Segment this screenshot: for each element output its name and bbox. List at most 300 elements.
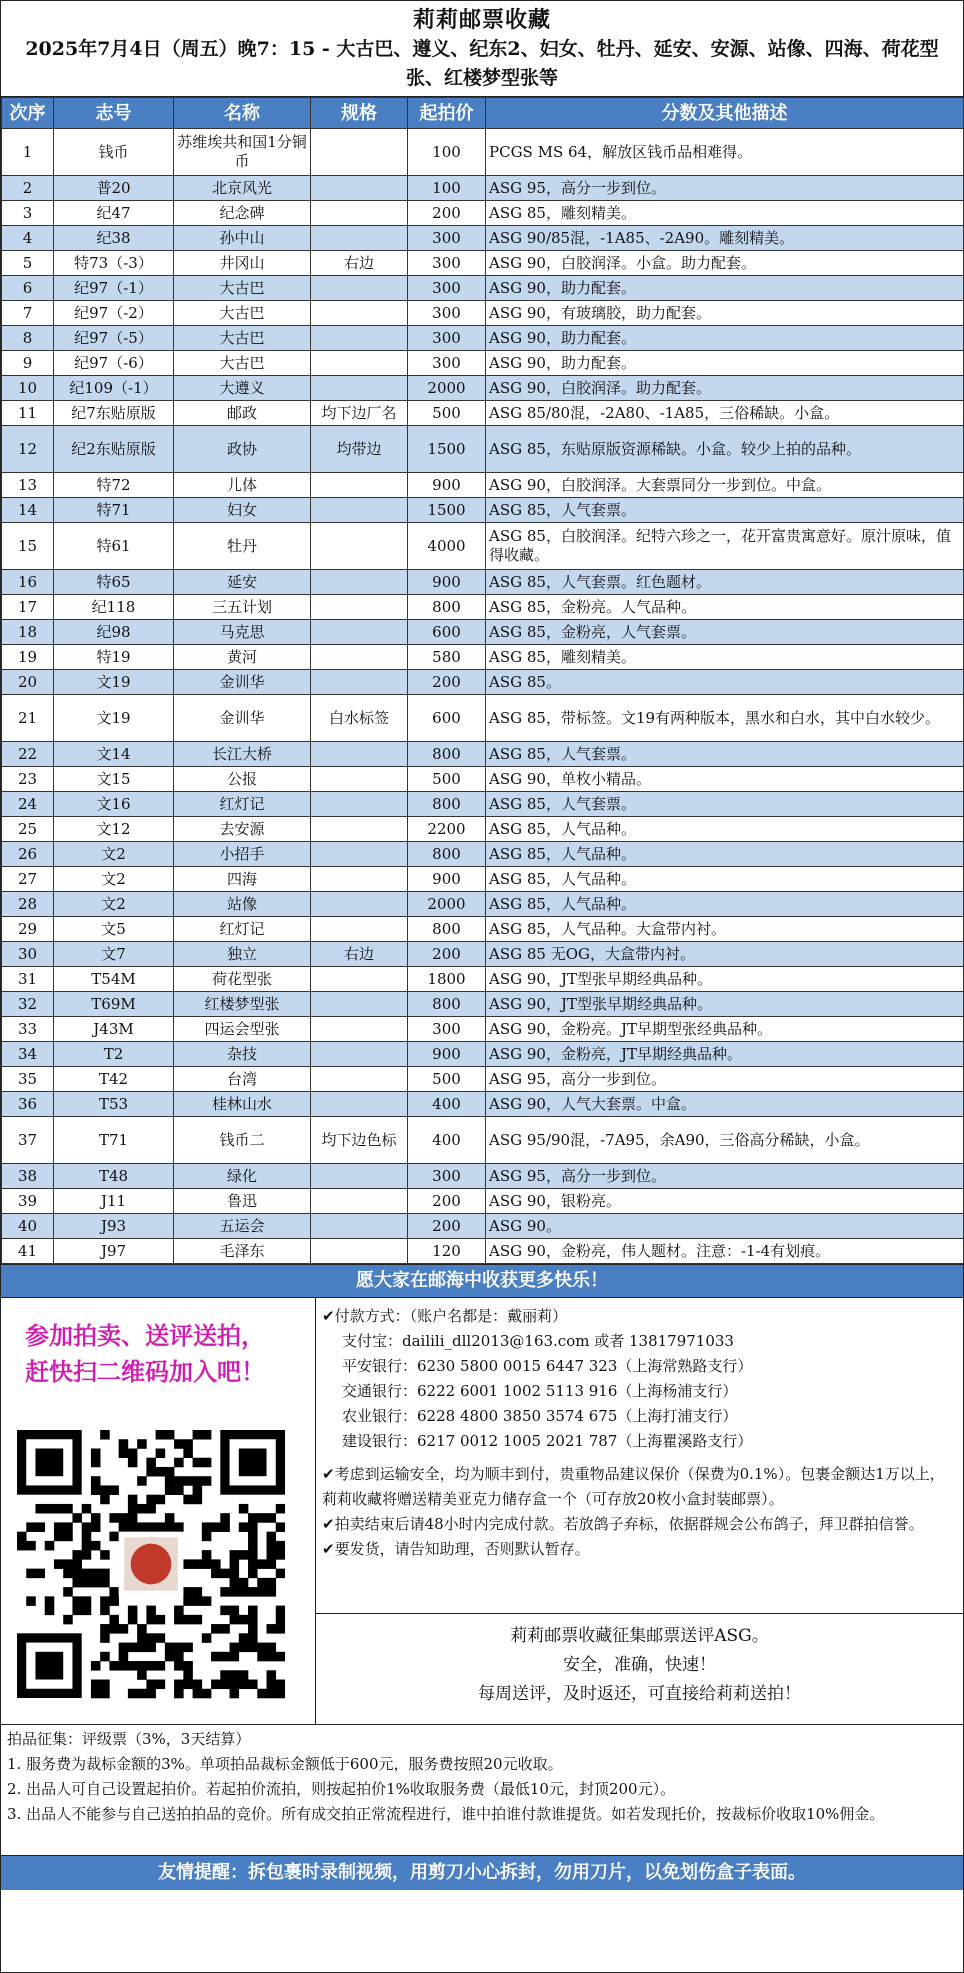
cell-spec <box>311 767 408 792</box>
cell-desc: ASG 85/80混，-2A80、-1A85，三俗稀缺。小盒。 <box>486 401 964 426</box>
cell-price: 1500 <box>408 498 486 523</box>
cell-code: 纪97（-6） <box>54 351 174 376</box>
col-header-desc: 分数及其他描述 <box>486 98 964 129</box>
cell-spec <box>311 1164 408 1189</box>
table-row <box>2 817 964 842</box>
cell-name: 毛泽东 <box>174 1239 311 1264</box>
cell-name: 独立 <box>174 942 311 967</box>
cell-code: 纪98 <box>54 620 174 645</box>
cell-desc: ASG 95，高分一步到位。 <box>486 176 964 201</box>
table-row <box>2 201 964 226</box>
cell-name: 长江大桥 <box>174 742 311 767</box>
table-row <box>2 523 964 570</box>
cell-desc: ASG 85，人气品种。 <box>486 842 964 867</box>
cell-spec <box>311 201 408 226</box>
cell-desc: ASG 85，东贴原版资源稀缺。小盒。较少上拍的品种。 <box>486 426 964 473</box>
cell-price: 900 <box>408 570 486 595</box>
cell-name: 荷花型张 <box>174 967 311 992</box>
table-row <box>2 426 964 473</box>
cell-name: 台湾 <box>174 1067 311 1092</box>
cell-code: 纪109（-1） <box>54 376 174 401</box>
cell-name: 红灯记 <box>174 792 311 817</box>
table-row <box>2 1017 964 1042</box>
cell-spec <box>311 301 408 326</box>
cell-price: 900 <box>408 1042 486 1067</box>
cell-name: 黄河 <box>174 645 311 670</box>
cell-spec: 白水标签 <box>311 695 408 742</box>
cell-order: 37 <box>2 1117 54 1164</box>
table-row <box>2 867 964 892</box>
cell-order: 21 <box>2 695 54 742</box>
cell-price: 300 <box>408 251 486 276</box>
cell-name: 站像 <box>174 892 311 917</box>
cell-price: 800 <box>408 992 486 1017</box>
cell-name: 公报 <box>174 767 311 792</box>
table-row <box>2 570 964 595</box>
table-row <box>2 129 964 176</box>
cell-desc: ASG 90，银粉亮。 <box>486 1189 964 1214</box>
cell-price: 500 <box>408 767 486 792</box>
fee-rules <box>1 1725 963 1856</box>
table-row <box>2 892 964 917</box>
cell-order: 3 <box>2 201 54 226</box>
cell-price: 2000 <box>408 376 486 401</box>
ad-line-2: 安全，准确，快速！ <box>563 1655 716 1675</box>
payment-info <box>316 1298 963 1614</box>
cell-code: 文19 <box>54 670 174 695</box>
cell-spec <box>311 570 408 595</box>
table-row <box>2 176 964 201</box>
cell-code: 特65 <box>54 570 174 595</box>
cell-price: 400 <box>408 1092 486 1117</box>
bank-item: 农业银行：6228 4800 3850 3574 675（上海打浦支行） <box>342 1407 738 1425</box>
cell-order: 17 <box>2 595 54 620</box>
cell-spec <box>311 351 408 376</box>
cell-code: J43M <box>54 1017 174 1042</box>
cell-code: 文19 <box>54 695 174 742</box>
payment-title: 付款方式：（账户名都是：戴丽莉） <box>334 1307 568 1325</box>
cell-spec <box>311 326 408 351</box>
cell-desc: ASG 85，人气套票。红色题材。 <box>486 570 964 595</box>
cell-code: 文16 <box>54 792 174 817</box>
cell-name: 政协 <box>174 426 311 473</box>
cell-price: 800 <box>408 842 486 867</box>
cell-spec <box>311 867 408 892</box>
table-row <box>2 767 964 792</box>
cell-price: 300 <box>408 326 486 351</box>
cell-price: 1500 <box>408 426 486 473</box>
cell-order: 34 <box>2 1042 54 1067</box>
cell-order: 10 <box>2 376 54 401</box>
cell-order: 33 <box>2 1017 54 1042</box>
cell-code: 文2 <box>54 842 174 867</box>
cell-order: 26 <box>2 842 54 867</box>
cell-price: 200 <box>408 670 486 695</box>
cell-desc: ASG 90，助力配套。 <box>486 326 964 351</box>
table-row <box>2 1067 964 1092</box>
cell-price: 120 <box>408 1239 486 1264</box>
join-panel <box>1 1298 316 1724</box>
cell-order: 41 <box>2 1239 54 1264</box>
check-icon: ✔ <box>322 1515 335 1533</box>
cell-desc: ASG 85，人气套票。 <box>486 792 964 817</box>
cell-spec <box>311 1017 408 1042</box>
cell-name: 三五计划 <box>174 595 311 620</box>
cell-spec <box>311 817 408 842</box>
table-row <box>2 695 964 742</box>
banner: 愿大家在邮海中收获更多快乐！ <box>1 1264 963 1298</box>
cell-desc: ASG 90/85混，-1A85、-2A90。雕刻精美。 <box>486 226 964 251</box>
cell-price: 100 <box>408 176 486 201</box>
footer-reminder: 友情提醒：拆包裹时录制视频，用剪刀小心拆封，勿用刀片，以免划伤盒子表面。 <box>1 1856 963 1890</box>
col-header-code: 志号 <box>54 98 174 129</box>
cell-code: 纪38 <box>54 226 174 251</box>
table-row <box>2 226 964 251</box>
cell-spec <box>311 992 408 1017</box>
cell-price: 200 <box>408 1214 486 1239</box>
cell-spec: 右边 <box>311 942 408 967</box>
cell-spec <box>311 1092 408 1117</box>
note-item: 拍卖结束后请48小时内完成付款。若放鸽子弃标，依据群规会公布鸽子，拜卫群拍信誉。 <box>334 1515 924 1533</box>
cell-price: 500 <box>408 401 486 426</box>
cell-price: 800 <box>408 792 486 817</box>
table-row <box>2 251 964 276</box>
cell-name: 延安 <box>174 570 311 595</box>
alipay: 支付宝：dailili_dll2013@163.com 或者 13817971033 <box>342 1332 734 1350</box>
cell-order: 14 <box>2 498 54 523</box>
cell-spec <box>311 842 408 867</box>
cell-desc: ASG 95，高分一步到位。 <box>486 1164 964 1189</box>
cell-name: 小招手 <box>174 842 311 867</box>
cell-desc: ASG 95/90混，-7A95，余A90，三俗高分稀缺，小盒。 <box>486 1117 964 1164</box>
cell-desc: ASG 85，人气品种。 <box>486 867 964 892</box>
cell-desc: ASG 85，带标签。文19有两种版本，黑水和白水，其中白水较少。 <box>486 695 964 742</box>
cell-desc: ASG 85，人气品种。 <box>486 817 964 842</box>
cell-name: 大古巴 <box>174 351 311 376</box>
cell-name: 妇女 <box>174 498 311 523</box>
cell-order: 18 <box>2 620 54 645</box>
page-subtitle: 2025年7月4日（周五）晚7：15 - 大古巴、遵义、纪东2、妇女、牡丹、延安、安源、站像、四海、荷花型张、红楼梦型张等 <box>25 38 939 89</box>
cell-code: 特61 <box>54 523 174 570</box>
cell-desc: ASG 90，金粉亮。JT早期型张经典品种。 <box>486 1017 964 1042</box>
cell-spec <box>311 226 408 251</box>
cell-code: 纪2东贴原版 <box>54 426 174 473</box>
cell-order: 27 <box>2 867 54 892</box>
cell-price: 300 <box>408 1164 486 1189</box>
cell-code: T48 <box>54 1164 174 1189</box>
cell-code: J93 <box>54 1214 174 1239</box>
join-line-1: 参加拍卖、送评送拍， <box>25 1321 265 1350</box>
cell-name: 儿体 <box>174 473 311 498</box>
cell-spec <box>311 1189 408 1214</box>
cell-desc: ASG 90，金粉亮，JT早期经典品种。 <box>486 1042 964 1067</box>
cell-code: 文15 <box>54 767 174 792</box>
col-header-price: 起拍价 <box>408 98 486 129</box>
cell-desc: ASG 95，高分一步到位。 <box>486 1067 964 1092</box>
cell-name: 钱币二 <box>174 1117 311 1164</box>
bank-item: 建设银行：6217 0012 1005 2021 787（上海瞿溪路支行） <box>342 1432 753 1450</box>
cell-desc: ASG 85，人气品种。 <box>486 892 964 917</box>
cell-order: 15 <box>2 523 54 570</box>
cell-code: 特72 <box>54 473 174 498</box>
cell-spec <box>311 498 408 523</box>
header <box>1 1 963 97</box>
cell-name: 四海 <box>174 867 311 892</box>
cell-order: 9 <box>2 351 54 376</box>
page-title: 莉莉邮票收藏 <box>412 7 551 33</box>
col-header-name: 名称 <box>174 98 311 129</box>
table-row <box>2 1189 964 1214</box>
table-row <box>2 595 964 620</box>
note-item: 考虑到运输安全，均为顺丰到付，贵重物品建议保价（保费为0.1%）。包裹金额达1万以上，莉莉收藏将赠送精美亚克力储存盒一个（可存放20枚小盒封装邮票）。 <box>322 1465 945 1508</box>
cell-price: 800 <box>408 595 486 620</box>
check-icon: ✔ <box>322 1307 335 1325</box>
cell-spec <box>311 1214 408 1239</box>
cell-desc: ASG 90，JT型张早期经典品种。 <box>486 992 964 1017</box>
cell-spec <box>311 917 408 942</box>
cell-price: 800 <box>408 917 486 942</box>
cell-code: 文7 <box>54 942 174 967</box>
cell-code: 普20 <box>54 176 174 201</box>
cell-code: T2 <box>54 1042 174 1067</box>
cell-desc: ASG 85。 <box>486 670 964 695</box>
cell-code: T69M <box>54 992 174 1017</box>
cell-code: 特73（-3） <box>54 251 174 276</box>
cell-desc: ASG 90，白胶润泽。大套票同分一步到位。中盒。 <box>486 473 964 498</box>
cell-code: 文14 <box>54 742 174 767</box>
fee-item: 1. 服务费为裁标金额的3%。单项拍品裁标金额低于600元，服务费按照20元收取。 <box>7 1755 563 1773</box>
cell-desc: ASG 85，雕刻精美。 <box>486 201 964 226</box>
cell-code: 纪118 <box>54 595 174 620</box>
cell-spec: 均下边厂名 <box>311 401 408 426</box>
cell-name: 大古巴 <box>174 301 311 326</box>
cell-spec: 均带边 <box>311 426 408 473</box>
cell-spec <box>311 670 408 695</box>
ad-line-3: 每周送评，及时返还，可直接给莉莉送拍！ <box>478 1684 801 1704</box>
table-row <box>2 1214 964 1239</box>
cell-desc: ASG 85，人气品种。大盒带内衬。 <box>486 917 964 942</box>
table-row <box>2 1164 964 1189</box>
cell-name: 五运会 <box>174 1214 311 1239</box>
cell-order: 28 <box>2 892 54 917</box>
table-row <box>2 620 964 645</box>
table-row <box>2 670 964 695</box>
cell-code: J97 <box>54 1239 174 1264</box>
cell-name: 牡丹 <box>174 523 311 570</box>
cell-desc: ASG 90，助力配套。 <box>486 351 964 376</box>
cell-desc: ASG 90，金粉亮，伟人题材。注意：-1-4有划痕。 <box>486 1239 964 1264</box>
cell-price: 400 <box>408 1117 486 1164</box>
cell-desc: ASG 90，白胶润泽。助力配套。 <box>486 376 964 401</box>
cell-code: 特71 <box>54 498 174 523</box>
join-line-2: 赶快扫二维码加入吧！ <box>25 1357 265 1386</box>
cell-desc: PCGS MS 64，解放区钱币品相难得。 <box>486 129 964 176</box>
cell-spec <box>311 742 408 767</box>
cell-order: 40 <box>2 1214 54 1239</box>
cell-name: 大古巴 <box>174 276 311 301</box>
cell-desc: ASG 85，金粉亮。人气品种。 <box>486 595 964 620</box>
table-row <box>2 1042 964 1067</box>
cell-spec <box>311 473 408 498</box>
cell-spec <box>311 792 408 817</box>
cell-order: 6 <box>2 276 54 301</box>
cell-price: 2200 <box>408 817 486 842</box>
cell-price: 580 <box>408 645 486 670</box>
fee-item: 3. 出品人不能参与自己送拍拍品的竞价。所有成交拍正常流程进行，谁中拍谁付款谁提货。如若发现托价，按裁标价收取10%佣金。 <box>7 1805 885 1823</box>
cell-name: 纪念碑 <box>174 201 311 226</box>
cell-order: 31 <box>2 967 54 992</box>
cell-order: 13 <box>2 473 54 498</box>
cell-spec: 右边 <box>311 251 408 276</box>
cell-order: 1 <box>2 129 54 176</box>
cell-order: 8 <box>2 326 54 351</box>
cell-name: 红楼梦型张 <box>174 992 311 1017</box>
table-row <box>2 301 964 326</box>
cell-spec <box>311 276 408 301</box>
cell-spec <box>311 1239 408 1264</box>
cell-price: 200 <box>408 942 486 967</box>
qr-code-icon[interactable] <box>17 1429 285 1699</box>
cell-name: 四运会型张 <box>174 1017 311 1042</box>
cell-price: 900 <box>408 867 486 892</box>
payment-panel <box>316 1298 963 1724</box>
cell-price: 300 <box>408 1017 486 1042</box>
cell-price: 200 <box>408 1189 486 1214</box>
cell-desc: ASG 90，单枚小精品。 <box>486 767 964 792</box>
table-row <box>2 917 964 942</box>
cell-name: 去安源 <box>174 817 311 842</box>
cell-code: 钱币 <box>54 129 174 176</box>
cell-desc: ASG 90，助力配套。 <box>486 276 964 301</box>
cell-spec <box>311 176 408 201</box>
cell-order: 20 <box>2 670 54 695</box>
cell-name: 井冈山 <box>174 251 311 276</box>
cell-code: 纪47 <box>54 201 174 226</box>
cell-price: 500 <box>408 1067 486 1092</box>
cell-name: 杂技 <box>174 1042 311 1067</box>
fee-title: 拍品征集：评级票（3%，3天结算） <box>7 1730 251 1748</box>
cell-code: 纪7东贴原版 <box>54 401 174 426</box>
table-row <box>2 401 964 426</box>
col-header-order: 次序 <box>2 98 54 129</box>
cell-name: 金训华 <box>174 695 311 742</box>
cell-code: T71 <box>54 1117 174 1164</box>
cell-code: T42 <box>54 1067 174 1092</box>
cell-spec <box>311 523 408 570</box>
cell-desc: ASG 85，人气套票。 <box>486 498 964 523</box>
col-header-spec: 规格 <box>311 98 408 129</box>
cell-price: 600 <box>408 695 486 742</box>
cell-order: 11 <box>2 401 54 426</box>
cell-price: 600 <box>408 620 486 645</box>
table-row <box>2 276 964 301</box>
cell-spec <box>311 1067 408 1092</box>
cell-code: 文2 <box>54 867 174 892</box>
cell-order: 32 <box>2 992 54 1017</box>
cell-spec <box>311 595 408 620</box>
cell-order: 19 <box>2 645 54 670</box>
cell-order: 30 <box>2 942 54 967</box>
bank-item: 平安银行：6230 5800 0015 6447 323（上海常熟路支行） <box>342 1357 753 1375</box>
cell-price: 1800 <box>408 967 486 992</box>
cell-name: 邮政 <box>174 401 311 426</box>
bank-item: 交通银行：6222 6001 1002 5113 916（上海杨浦支行） <box>342 1382 738 1400</box>
table-row <box>2 326 964 351</box>
note-item: 要发货，请告知助理，否则默认暂存。 <box>334 1540 590 1558</box>
cell-order: 23 <box>2 767 54 792</box>
cell-desc: ASG 90，有玻璃胶，助力配套。 <box>486 301 964 326</box>
cell-desc: ASG 85，金粉亮，人气套票。 <box>486 620 964 645</box>
cell-price: 4000 <box>408 523 486 570</box>
table-row <box>2 742 964 767</box>
appraisal-ad <box>316 1614 963 1709</box>
cell-name: 苏维埃共和国1分铜币 <box>174 129 311 176</box>
cell-desc: ASG 85，雕刻精美。 <box>486 645 964 670</box>
cell-name: 金训华 <box>174 670 311 695</box>
cell-order: 39 <box>2 1189 54 1214</box>
cell-code: 特19 <box>54 645 174 670</box>
cell-price: 300 <box>408 351 486 376</box>
cell-name: 鲁迅 <box>174 1189 311 1214</box>
cell-code: 文12 <box>54 817 174 842</box>
cell-code: 文2 <box>54 892 174 917</box>
cell-code: T54M <box>54 967 174 992</box>
table-row <box>2 473 964 498</box>
table-row <box>2 1239 964 1264</box>
cell-spec <box>311 967 408 992</box>
cell-order: 7 <box>2 301 54 326</box>
cell-order: 16 <box>2 570 54 595</box>
cell-code: 纪97（-2） <box>54 301 174 326</box>
cell-name: 桂林山水 <box>174 1092 311 1117</box>
cell-order: 35 <box>2 1067 54 1092</box>
ad-line-1: 莉莉邮票收藏征集邮票送评ASG。 <box>510 1626 769 1646</box>
table-row <box>2 1092 964 1117</box>
cell-desc: ASG 90，JT型张早期经典品种。 <box>486 967 964 992</box>
cell-desc: ASG 85，白胶润泽。纪特六珍之一，花开富贵寓意好。原汁原味，值得收藏。 <box>486 523 964 570</box>
cell-order: 2 <box>2 176 54 201</box>
cell-code: 纪97（-5） <box>54 326 174 351</box>
cell-price: 200 <box>408 201 486 226</box>
cell-spec <box>311 376 408 401</box>
cell-name: 孙中山 <box>174 226 311 251</box>
cell-order: 4 <box>2 226 54 251</box>
cell-spec <box>311 620 408 645</box>
table-row <box>2 645 964 670</box>
cell-desc: ASG 90，人气大套票。中盒。 <box>486 1092 964 1117</box>
table-row <box>2 792 964 817</box>
table-row <box>2 498 964 523</box>
table-row <box>2 842 964 867</box>
cell-order: 36 <box>2 1092 54 1117</box>
cell-code: J11 <box>54 1189 174 1214</box>
cell-order: 5 <box>2 251 54 276</box>
cell-code: 文5 <box>54 917 174 942</box>
table-row <box>2 376 964 401</box>
check-icon: ✔ <box>322 1540 335 1558</box>
cell-desc: ASG 85，人气套票。 <box>486 742 964 767</box>
cell-price: 300 <box>408 276 486 301</box>
table-row <box>2 967 964 992</box>
cell-name: 北京风光 <box>174 176 311 201</box>
cell-name: 大遵义 <box>174 376 311 401</box>
cell-desc: ASG 90。 <box>486 1214 964 1239</box>
cell-name: 马克思 <box>174 620 311 645</box>
cell-order: 22 <box>2 742 54 767</box>
cell-price: 900 <box>408 473 486 498</box>
cell-name: 绿化 <box>174 1164 311 1189</box>
cell-spec <box>311 892 408 917</box>
